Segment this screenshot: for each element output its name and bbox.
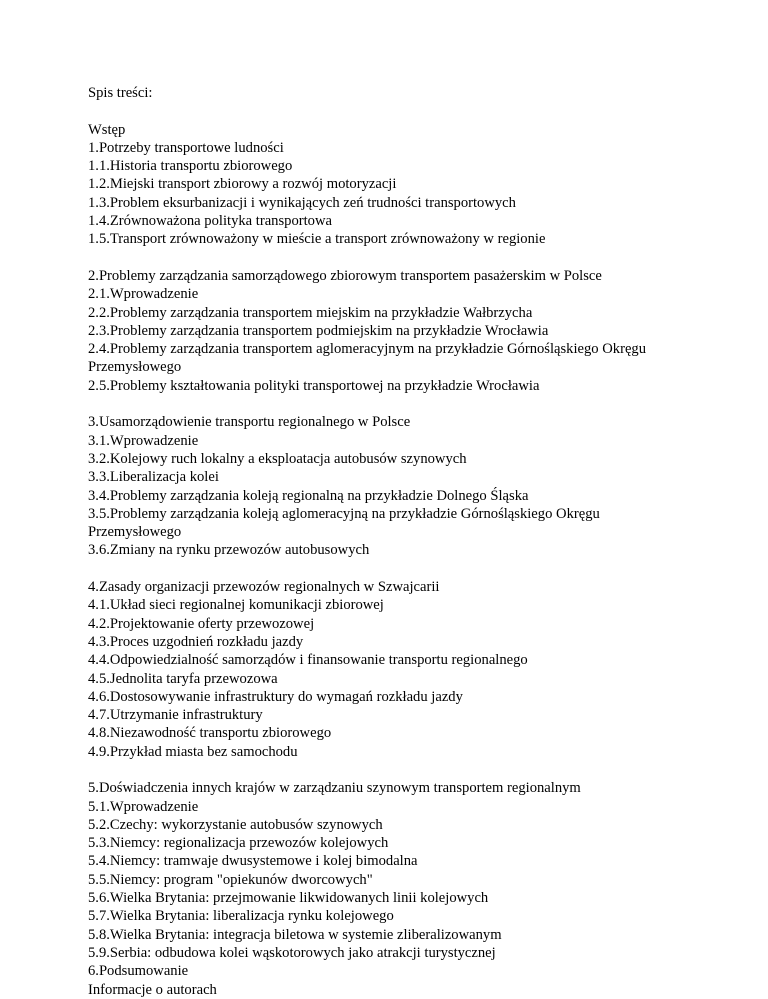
toc-entry: 4.6.Dostosowywanie infrastruktury do wymagań rozkładu jazdy [88, 688, 463, 705]
toc-entry: Wstęp [88, 121, 126, 138]
toc-entry: 5.6.Wielka Brytania: przejmowanie likwidowanych linii kolejowych [88, 890, 489, 907]
toc-entry: 5.8.Wielka Brytania: integracja biletowa w systemie zliberalizowanym [88, 926, 502, 943]
toc-entry: 1.1.Historia transportu zbiorowego [88, 158, 293, 175]
toc-entry: 4.7.Utrzymanie infrastruktury [88, 707, 263, 724]
toc-entry: 3.3.Liberalizacja kolei [88, 469, 219, 486]
toc-entry: 5.Doświadczenia innych krajów w zarządzaniu szynowym transportem regionalnym [88, 780, 581, 797]
toc-entry: 3.1.Wprowadzenie [88, 432, 199, 449]
toc-entry: 2.3.Problemy zarządzania transportem podmiejskim na przykładzie Wrocławia [88, 322, 549, 339]
toc-entry: 1.4.Zrównoważona polityka transportowa [88, 213, 332, 230]
toc-entry: 5.1.Wprowadzenie [88, 798, 199, 815]
toc-entry: 5.2.Czechy: wykorzystanie autobusów szynowych [88, 816, 383, 833]
toc-entry: 4.3.Proces uzgodnień rozkładu jazdy [88, 633, 304, 650]
toc-entry: 3.Usamorządowienie transportu regionalnego w Polsce [88, 414, 411, 431]
toc-entry: 3.6.Zmiany na rynku przewozów autobusowych [88, 542, 370, 559]
toc-section [88, 578, 688, 761]
toc-entry: 1.3.Problem eksurbanizacji i wynikających zeń trudności transportowych [88, 194, 516, 211]
toc-entry: 4.9.Przykład miasta bez samochodu [88, 743, 298, 760]
toc-entry: 4.5.Jednolita taryfa przewozowa [88, 670, 278, 687]
toc-entry: 6.Podsumowanie [88, 963, 189, 980]
toc-entry: 3.5.Problemy zarządzania koleją aglomeracyjną na przykładzie Górnośląskiego Okręgu Przemysłowego [88, 505, 600, 541]
toc-entry: 4.8.Niezawodność transportu zbiorowego [88, 725, 332, 742]
toc-entry: 2.2.Problemy zarządzania transportem miejskim na przykładzie Wałbrzycha [88, 304, 533, 321]
toc-entry: 3.4.Problemy zarządzania koleją regionalną na przykładzie Dolnego Śląska [88, 487, 529, 504]
toc-entry: 1.5.Transport zrównoważony w mieście a transport zrównoważony w regionie [88, 231, 546, 248]
toc-entry: 2.Problemy zarządzania samorządowego zbiorowym transportem pasażerskim w Polsce [88, 267, 602, 284]
toc-section [88, 413, 688, 559]
toc-entry: 2.1.Wprowadzenie [88, 286, 199, 303]
toc-entry: 2.5.Problemy kształtowania polityki transportowej na przykładzie Wrocławia [88, 377, 540, 394]
toc-entry: Informacje o autorach [88, 981, 217, 998]
toc-sections [88, 121, 688, 999]
toc-section [88, 267, 688, 395]
toc-section [88, 121, 688, 249]
toc-section [88, 779, 688, 999]
table-of-contents [88, 84, 688, 999]
toc-entry: 4.4.Odpowiedzialność samorządów i finansowanie transportu regionalnego [88, 652, 528, 669]
toc-entry: 5.4.Niemcy: tramwaje dwusystemowe i kolej bimodalna [88, 853, 418, 870]
toc-entry: 4.2.Projektowanie oferty przewozowej [88, 615, 315, 632]
toc-entry: 5.3.Niemcy: regionalizacja przewozów kolejowych [88, 835, 389, 852]
toc-entry: 5.9.Serbia: odbudowa kolei wąskotorowych jako atrakcji turystycznej [88, 944, 496, 961]
toc-entry: 1.Potrzeby transportowe ludności [88, 139, 284, 156]
toc-entry: 3.2.Kolejowy ruch lokalny a eksploatacja autobusów szynowych [88, 450, 467, 467]
toc-entry: 4.Zasady organizacji przewozów regionalnych w Szwajcarii [88, 579, 440, 596]
toc-heading: Spis treści: [88, 85, 153, 101]
toc-entry: 5.7.Wielka Brytania: liberalizacja rynku kolejowego [88, 908, 394, 925]
toc-entry: 5.5.Niemcy: program "opiekunów dworcowych" [88, 871, 373, 888]
toc-entry: 2.4.Problemy zarządzania transportem aglomeracyjnym na przykładzie Górnośląskiego Okręgu Przemysłowego [88, 341, 647, 376]
toc-entry: 4.1.Układ sieci regionalnej komunikacji zbiorowej [88, 597, 384, 614]
toc-entry: 1.2.Miejski transport zbiorowy a rozwój motoryzacji [88, 176, 397, 193]
